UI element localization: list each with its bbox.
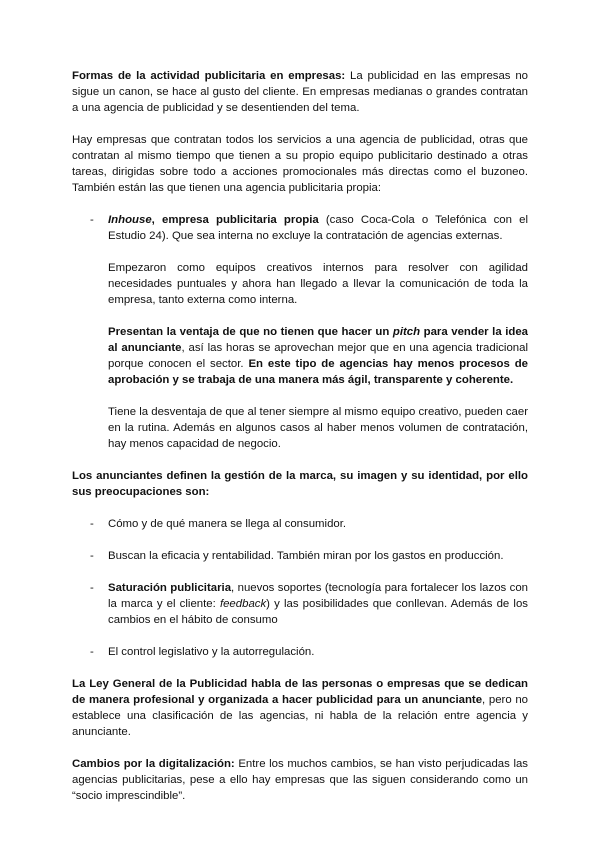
inhouse-paragraph-desventaja: Tiene la desventaja de que al tener siempre al mismo equipo creativo, pueden caer en la rutina. Además en algunos casos al haber menos volumen de contratación, hay menos capacidad de negocio. [108, 406, 529, 450]
inhouse-term: Inhouse [108, 214, 152, 226]
list-item-consumidor: - Cómo y de qué manera se llega al consumidor. [90, 518, 347, 530]
document-page [72, 68, 528, 804]
paragraph-formas [72, 68, 528, 116]
paragraph-digitalizacion: Cambios por la digitalización: Entre los muchos cambios, se han visto perjudicadas las agencias publicitarias, pese a ello hay empresas que las siguen considerando como un “socio imprescindible”. [72, 758, 529, 802]
heading-digitalizacion: Cambios por la digitalización: [72, 758, 235, 770]
list-item-eficacia: - Buscan la eficacia y rentabilidad. También miran por los gastos en producción. [90, 550, 504, 562]
inhouse-text: (caso Coca-Cola o Telefónica con el Estudio 24). Que sea interna no excluye la contratación de agencias externas. [108, 214, 528, 242]
paragraph-empresas: Hay empresas que contratan todos los servicios a una agencia de publicidad, otras que contratan al mismo tiempo que tienen a su propio equipo publicitario destinado a otras tareas, dirigidas sobre todo a acciones promocionales más directas como el buzoneo. También están las que tienen una agencia publicitaria propia: [72, 134, 528, 194]
list-item-control: - El control legislativo y la autorregulación. [90, 646, 315, 658]
feedback-term: feedback [219, 598, 267, 610]
pitch-term: pitch [392, 326, 421, 338]
inhouse-paragraph-ventaja: Presentan la ventaja de que no tienen que hacer un pitch para vender la idea al anunciante, así las horas se aprovechan mejor que en una agencia tradicional porque conocen el sector. En este tipo de agencias hay menos procesos de aprobación y se trabaja de una manera más ágil, transparente y coherente. [108, 326, 528, 386]
inhouse-heading: , empresa publicitaria propia [151, 214, 319, 226]
list-item-saturacion: - Saturación publicitaria, nuevos soportes (tecnología para fortalecer los lazos con la marca y el cliente: feedback) y las posibilidades que conllevan. Además de los cambios en el hábito de consumo [90, 582, 529, 626]
heading-formas: Formas de la actividad publicitaria en empresas: [72, 70, 346, 82]
list-item-inhouse [72, 212, 528, 452]
text-formas: La publicidad en las empresas no sigue un canon, se hace al gusto del cliente. En empresas medianas o grandes contratan a una agencia de publicidad y se desentienden del tema. [72, 70, 528, 114]
paragraph-anunciantes: Los anunciantes definen la gestión de la marca, su imagen y su identidad, por ello sus preocupaciones son: [72, 470, 528, 498]
paragraph-ley-general: La Ley General de la Publicidad habla de las personas o empresas que se dedican de manera profesional y organizada a hacer publicidad para un anunciante, pero no establece una clasificación de las agencias, ni habla de la relación entre agencia y anunciante. [72, 678, 528, 738]
inhouse-paragraph-origen: Empezaron como equipos creativos internos para resolver con agilidad necesidades puntuales y ahora han llegado a llevar la comunicación de toda la empresa, tanto externa como interna. [108, 262, 528, 306]
bullet-dash: - [90, 214, 94, 226]
